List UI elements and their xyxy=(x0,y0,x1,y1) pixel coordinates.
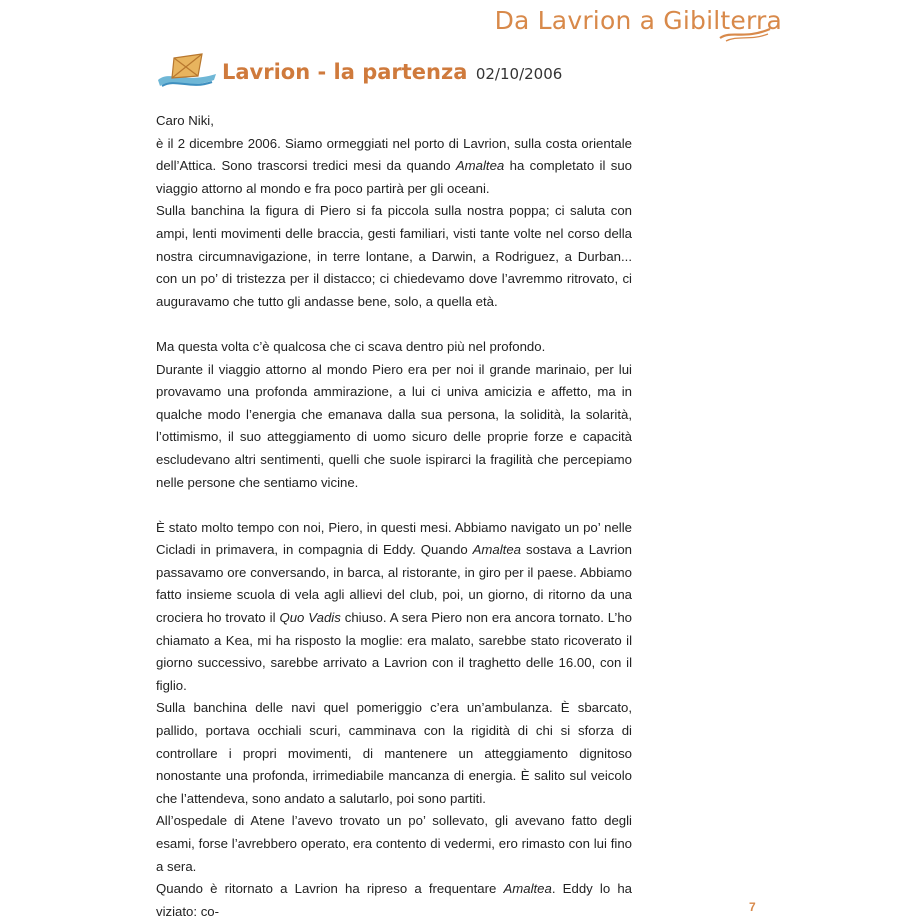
paragraph xyxy=(156,200,632,313)
text-run: ha completato il suo viaggio attorno al mondo e fra poco partirà per gli oceani. xyxy=(156,158,632,196)
text-run: Durante il viaggio attorno al mondo Piero era per noi il grande marinaio, per lui provavamo una profonda ammirazione, a lui ci univa amicizia e affetto, ma in qualche modo l’energia che emanava dalla sua persona, la solidità, la solarità, l’ottimismo, il suo atteggiamento di uomo sicuro delle proprie forze e capacità escludevano altri sentimenti, quelli che suole ispirarci la fragilità che percepiamo nelle persone che sentiamo vicine. xyxy=(156,361,632,490)
sailboat-wave-icon xyxy=(154,50,218,94)
chapter-date: 02/10/2006 xyxy=(475,65,563,83)
paragraph xyxy=(156,697,632,810)
paragraph xyxy=(156,359,632,495)
page-number: 7 xyxy=(749,900,756,914)
text-run: Sulla banchina delle navi quel pomeriggio c’era un’ambulanza. È sbarcato, pallido, portava occhiali scuri, camminava con la rigidità di chi si sforza di controllare i propri movimenti, di mantenere un atteggiamento dignitoso nonostante una profonda, irrimediabile mancanza di energia. È salito sul veicolo che l’attendeva, sono andato a salutarlo, poi sono partiti. xyxy=(156,700,632,806)
paragraph xyxy=(156,517,632,698)
text-run: sostava a Lavrion passavamo ore conversando, in barca, al ristorante, in giro per il paese. Abbiamo fatto insieme scuola di vela agli allievi del club, poi, un giorno, di ritorno da una crociera ho trovato il xyxy=(156,542,632,626)
italic-text: Quo Vadis xyxy=(279,610,341,626)
text-run: È stato molto tempo con noi, Piero, in questi mesi. Abbiamo navigato un po’ nelle Cicladi in primavera, in compagnia di Eddy. Quando xyxy=(156,519,632,558)
text-run: Ma questa volta c’è qualcosa che ci scava dentro più nel profondo. xyxy=(156,338,546,354)
paragraph xyxy=(156,110,632,133)
body-text xyxy=(156,110,632,923)
text-run: Sulla banchina la figura di Piero si fa piccola sulla nostra poppa; ci saluta con ampi, lenti movimenti delle braccia, gesti familiari, visti tante volte nel corso della nostra circumnavigazione, in terre lontane, a Darwin, a Rodriguez, a Durban... con un po’ di tristezza per il distacco; ci chiedevamo dove l’avremmo ritrovato, ci auguravamo che tutto gli andasse bene, solo, a quella età. xyxy=(156,203,632,309)
paragraph xyxy=(156,810,632,878)
text-run: è il 2 dicembre 2006. Siamo ormeggiati nel porto di Lavrion, sulla costa orientale dell’Attica. Sono trascorsi tredici mesi da quando xyxy=(156,135,632,174)
text-run: chiuso. A sera Piero non era ancora tornato. L’ho chiamato a Kea, mi ha risposto la moglie: era malato, sarebbe stato ricoverato il giorno successivo, sarebbe arrivato a Lavrion con il traghetto delle 16.00, con il figlio. xyxy=(156,610,633,693)
italic-text: Amaltea xyxy=(503,881,552,897)
paragraph xyxy=(156,336,632,359)
chapter-title: Lavrion - la partenza xyxy=(222,60,468,84)
paragraph xyxy=(156,878,632,923)
text-run: . Eddy lo ha viziato: co- xyxy=(156,881,633,919)
running-title: Da Lavrion a Gibilterra xyxy=(494,6,782,35)
italic-text: Amaltea xyxy=(455,158,505,174)
italic-text: Amaltea xyxy=(472,542,522,558)
wave-swoosh-icon xyxy=(718,26,772,42)
chapter-heading xyxy=(222,60,562,84)
text-run: Caro Niki, xyxy=(156,113,214,128)
paragraph xyxy=(156,133,632,201)
text-run: Quando è ritornato a Lavrion ha ripreso a frequentare xyxy=(156,881,504,897)
text-run: All’ospedale di Atene l’avevo trovato un po’ sollevato, gli avevano fatto degli esami, forse l’avrebbero operato, era contento di vedermi, ero rimasto con lui fino a sera. xyxy=(156,813,632,874)
